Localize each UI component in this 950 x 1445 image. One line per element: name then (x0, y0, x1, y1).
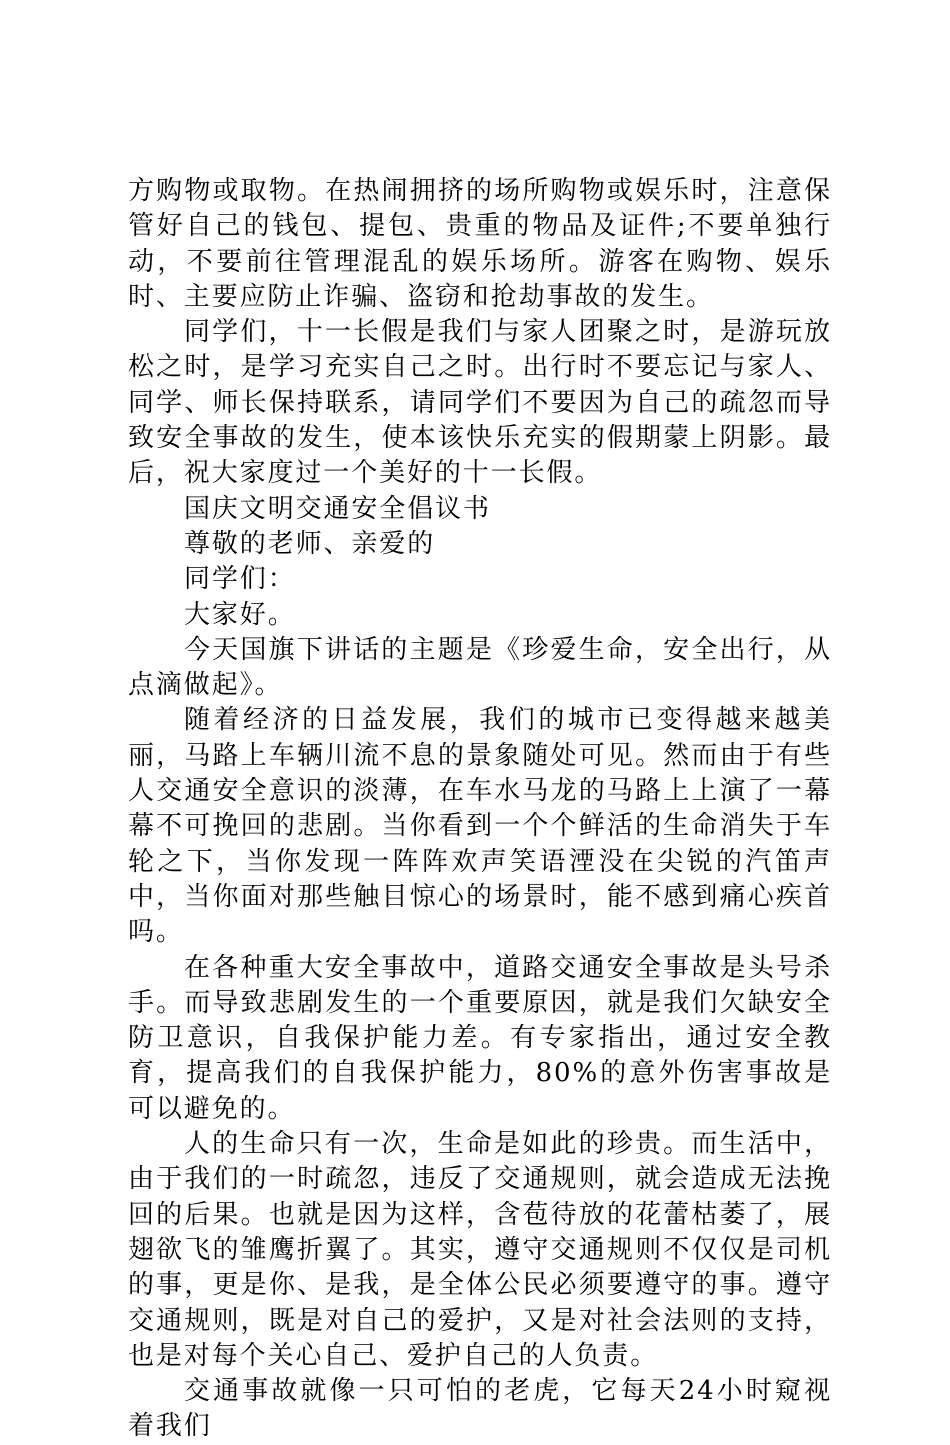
section-title: 国庆文明交通安全倡议书 (184, 493, 491, 524)
paragraph-2: 同学们，十一长假是我们与家人团聚之时，是游玩放松之时，是学习充实自己之时。出行时不要忘记与家人、同学、师长保持联系，请同学们不要因为自己的疏忽而导致安全事故的发生，使本该快乐充实的假期蒙上阴影。最后，祝大家度过一个美好的十一长假。 (128, 317, 832, 489)
salutation-line-1: 尊敬的老师、亲爱的 (184, 528, 436, 559)
salutation-line-2: 同学们： (184, 564, 296, 595)
document-body (128, 174, 832, 1445)
paragraph-theme: 今天国旗下讲话的主题是《珍爱生命，安全出行，从点滴做起》。 (128, 634, 832, 701)
paragraph-accidents: 在各种重大安全事故中，道路交通安全事故是头号杀手。而导致悲剧发生的一个重要原因，就是我们欠缺安全防卫意识，自我保护能力差。有专家指出，通过安全教育，提高我们的自我保护能力，80%的意外伤害事故是可以避免的。 (128, 952, 832, 1124)
paragraph-1: 方购物或取物。在热闹拥挤的场所购物或娱乐时，注意保管好自己的钱包、提包、贵重的物品及证件;不要单独行动，不要前往管理混乱的娱乐场所。游客在购物、娱乐时、主要应防止诈骗、盗窃和抢劫事故的发生。 (128, 176, 832, 312)
paragraph-city: 随着经济的日益发展，我们的城市已变得越来越美丽，马路上车辆川流不息的景象随处可见。然而由于有些人交通安全意识的淡薄，在车水马龙的马路上上演了一幕幕不可挽回的悲剧。当你看到一个个鲜活的生命消失于车轮之下，当你发现一阵阵欢声笑语湮没在尖锐的汽笛声中，当你面对那些触目惊心的场景时，能不感到痛心疾首吗。 (128, 705, 832, 948)
paragraph-life: 人的生命只有一次，生命是如此的珍贵。而生活中，由于我们的一时疏忽，违反了交通规则，就会造成无法挽回的后果。也就是因为这样，含苞待放的花蕾枯萎了，展翅欲飞的雏鹰折翼了。其实，遵守交通规则不仅仅是司机的事，更是你、是我，是全体公民必须要遵守的事。遵守交通规则，既是对自己的爱护，又是对社会法则的支持，也是对每个关心自己、爱护自己的人负责。 (128, 1129, 832, 1371)
greeting: 大家好。 (184, 599, 296, 630)
paragraph-tiger: 交通事故就像一只可怕的老虎，它每天24小时窥视着我们 (128, 1376, 832, 1442)
